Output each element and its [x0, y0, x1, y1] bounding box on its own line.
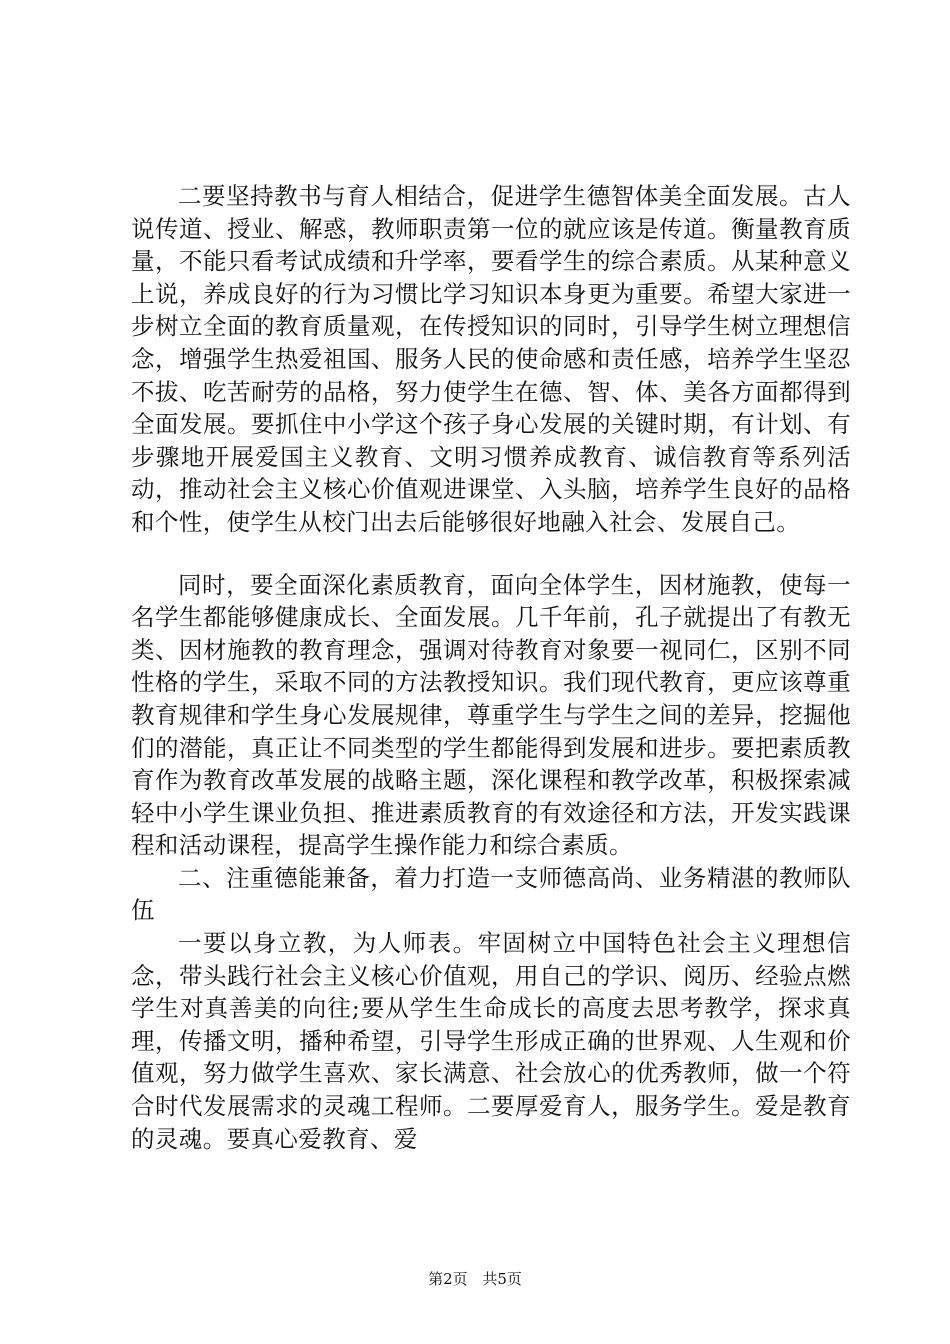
section-heading-teacher-team: 二、注重德能兼备，着力打造一支师德高尚、业务精湛的教师队伍 — [131, 863, 851, 925]
paragraph-teacher-ethics: 一要以身立教，为人师表。牢固树立中国特色社会主义理想信念，带头践行社会主义核心价值观，用自己的学识、阅历、经验点燃学生对真善美的向往;要从学生生命成长的高度去思考教学，探求真理，传播文明，播种希望，引导学生形成正确的世界观、人生观和价值观，努力做学生喜欢、家长满意、社会放心的优秀教师，做一个符合时代发展需求的灵魂工程师。二要厚爱育人，服务学生。爱是教育的灵魂。要真心爱教育、爱 — [131, 929, 851, 1153]
paragraph-moral-education: 二要坚持教书与育人相结合，促进学生德智体美全面发展。古人说传道、授业、解惑，教师职责第一位的就应该是传道。衡量教育质量，不能只看考试成绩和升学率，要看学生的综合素质。从某种意义上说，养成良好的行为习惯比学习知识本身更为重要。希望大家进一步树立全面的教育质量观，在传授知识的同时，引导学生树立理想信念，增强学生热爱祖国、服务人民的使命感和责任感，培养学生坚忍不拔、吃苦耐劳的品格，努力使学生在德、智、体、美各方面都得到全面发展。要抓住中小学这个孩子身心发展的关键时期，有计划、有步骤地开展爱国主义教育、文明习惯养成教育、诚信教育等系列活动，推动社会主义核心价值观进课堂、入头脑，培养学生良好的品格和个性，使学生从校门出去后能够很好地融入社会、发展自己。 — [131, 182, 851, 536]
page-number-current: 第2页 — [428, 1270, 468, 1288]
document-body — [131, 180, 851, 1155]
page-footer — [0, 1268, 950, 1289]
paragraph-quality-education: 同时，要全面深化素质教育，面向全体学生，因材施教，使每一名学生都能够健康成长、全面发展。几千年前，孔子就提出了有教无类、因材施教的教育理念，强调对待教育对象要一视同仁，区别不同性格的学生，采取不同的方法教授知识。我们现代教育，更应该尊重教育规律和学生身心发展规律，尊重学生与学生之间的差异，挖掘他们的潜能，真正让不同类型的学生都能得到发展和进步。要把素质教育作为教育改革发展的战略主题，深化课程和教学改革，积极探索减轻中小学生课业负担、推进素质教育的有效途径和方法，开发实践课程和活动课程，提高学生操作能力和综合素质。 — [131, 570, 851, 860]
page-number-total: 共5页 — [482, 1270, 522, 1288]
